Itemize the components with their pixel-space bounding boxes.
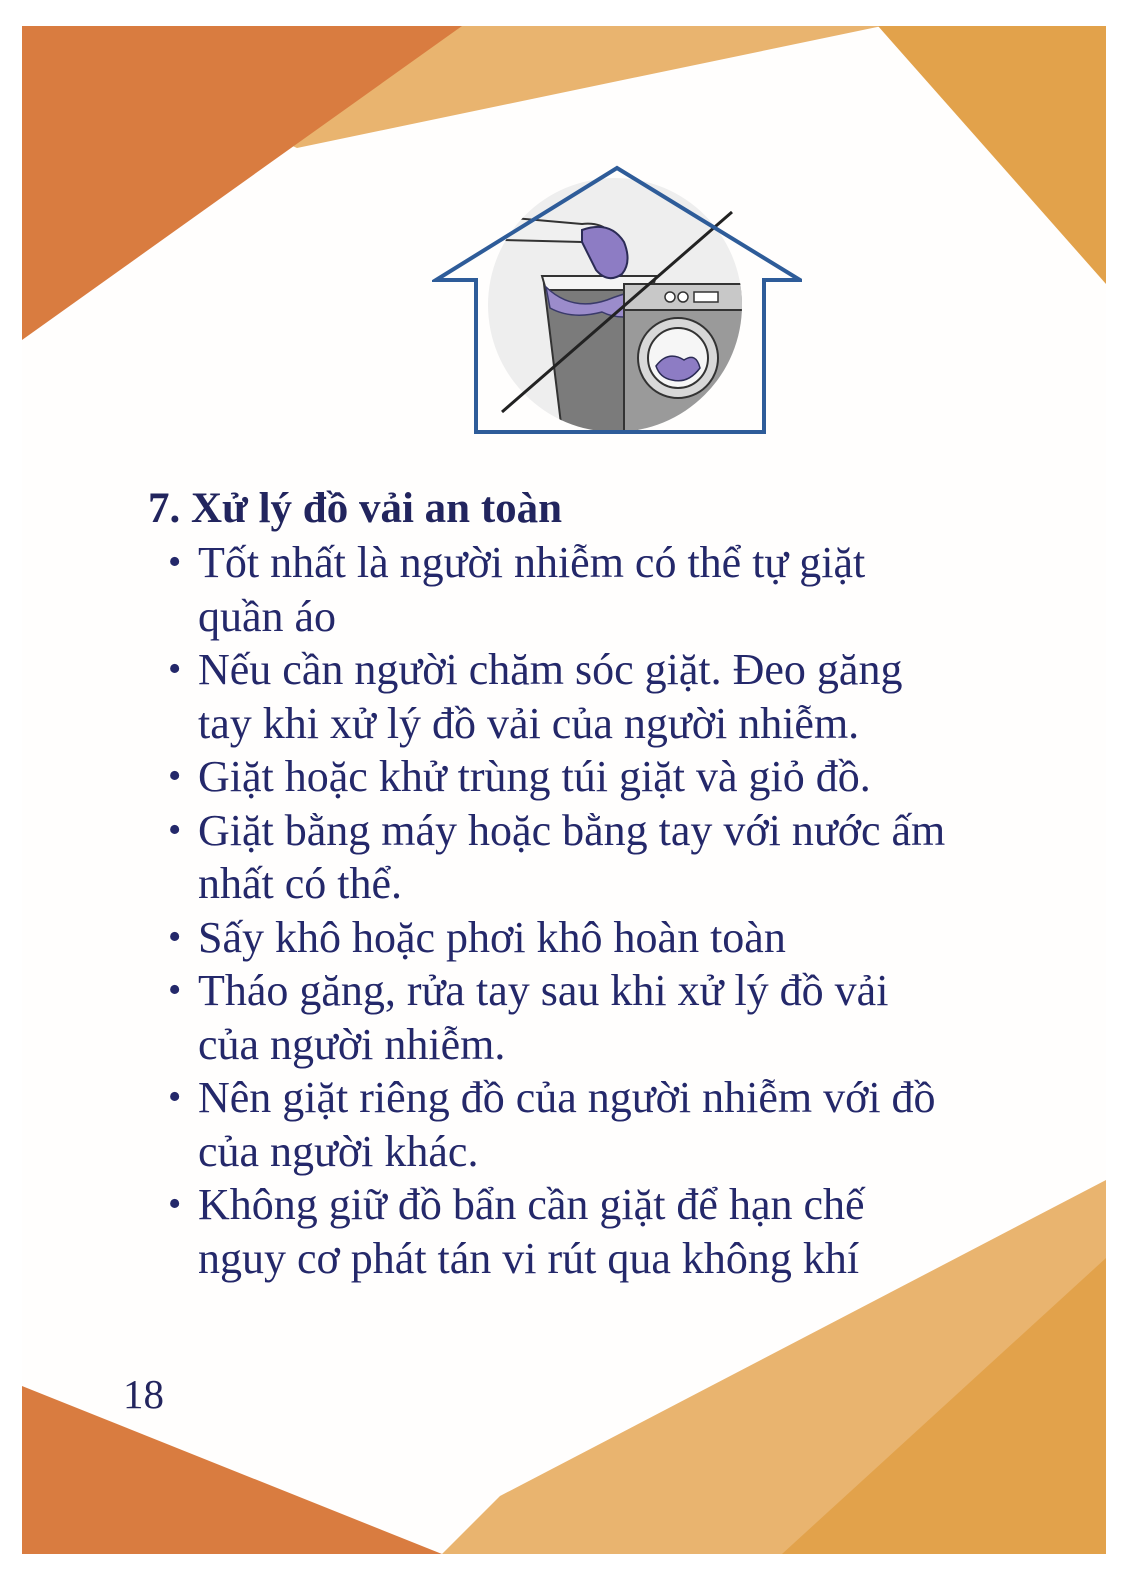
list-item-text: Không giữ đồ bẩn cần giặt để hạn chế nguy cơ phát tán vi rút qua không khí [198,1180,865,1283]
bottom-left-shape [22,1386,442,1554]
bullet-glyph: • [168,808,182,851]
list-item [168,911,958,965]
machine-knob [665,292,675,302]
section-heading: 7. Xử lý đồ vải an toàn [148,485,563,532]
list-item-text: Giặt hoặc khử trùng túi giặt và giỏ đồ. [198,752,871,801]
list-item-text: Giặt bằng máy hoặc bằng tay với nước ấm nhất có thể. [198,805,946,908]
bullet-glyph: • [168,755,182,797]
machine-drawer [728,414,752,422]
house-laundry-icon [432,162,802,442]
bullet-glyph: • [168,1183,182,1225]
list-item [168,1071,958,1178]
list-item [168,964,958,1071]
list-item [168,643,958,750]
list-item-text: Tốt nhất là người nhiễm có thể tự giặt quần áo [198,538,866,641]
list-item-text: Tháo găng, rửa tay sau khi xử lý đồ vải của người nhiễm. [198,966,889,1069]
page-number: 18 [123,1371,164,1417]
machine-knob [678,292,688,302]
top-left-dark-shape [22,26,462,340]
list-item [168,750,958,804]
bullet-glyph: • [168,969,182,1011]
list-item [168,1178,958,1285]
machine-display [694,292,718,302]
bullet-list [168,536,958,1285]
list-item [168,536,958,643]
list-item-text: Nếu cần người chăm sóc giặt. Đeo găng tay khi xử lý đồ vải của người nhiễm. [198,645,903,748]
bullet-glyph: • [168,541,182,583]
top-right-shape [878,26,1106,284]
list-item-text: Nên giặt riêng đồ của người nhiễm với đồ của người khác. [198,1073,936,1176]
booklet-page [22,26,1106,1554]
bullet-glyph: • [168,1076,182,1118]
bullet-glyph: • [168,915,182,958]
bullet-glyph: • [168,648,182,690]
list-item [168,804,958,911]
list-item-text: Sấy khô hoặc phơi khô hoàn toàn [198,912,786,962]
